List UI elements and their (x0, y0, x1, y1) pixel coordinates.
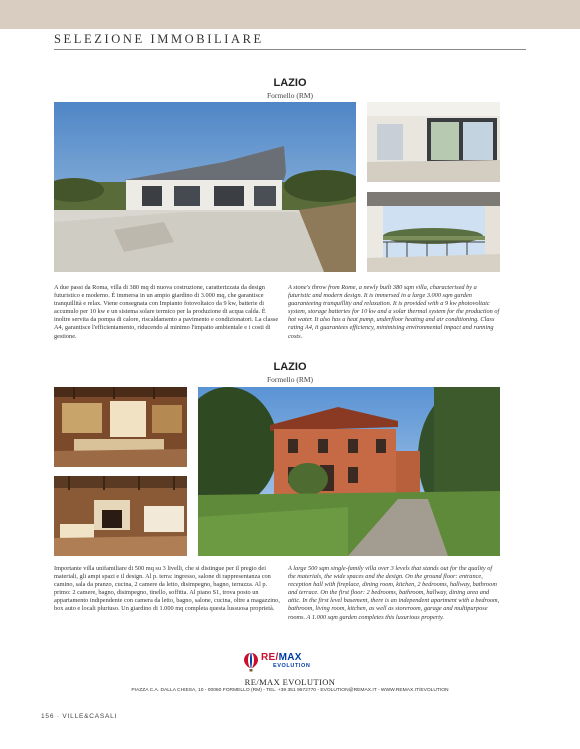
agency-contact: PIAZZA C.A. DALLA CHIESA, 10 - 00060 FORMELLO (RM) - TEL. +39 351 9672770 - EVOLUTION@REMAX.IT - WWW.REMAX.IT/EVOLUTION (131, 688, 449, 693)
remax-logo (243, 652, 333, 672)
listing-2-photo-kitchen (54, 387, 187, 467)
listing-1-region: LAZIO (273, 77, 307, 89)
listing-2-photo-villa (198, 387, 500, 556)
listing-1-photo-terrace (367, 192, 500, 272)
hot-air-balloon-icon (243, 652, 259, 672)
remax-wordmark-re: RE/ (261, 652, 279, 663)
listing-2-town: Formello (RM) (266, 375, 314, 384)
remax-wordmark-max: MAX (278, 652, 302, 663)
listing-2-description-en: A large 500 sqm single-family villa over 3 levels that stands out for the quality of the materials, the wide spaces and the design. On the ground floor: entrance, reception hall with fireplace, dining room, kitchen, 2 bedrooms, hallway, bathroom and terrace. On the first floor: 2 bedrooms, bathroom, hallway, dining area and attic. In the first level basement, there is an independent apartment with a bedroom, bathroom, living room, kitchen, as well as storeroom, garage and multipurpose rooms. A 1.000 sqm garden completes this luxurious property. (288, 565, 500, 621)
page-footer: 156 · VILLE&CASALI (41, 713, 118, 720)
listing-1-photo-exterior (54, 102, 356, 272)
listing-2-description-it: Importante villa unifamiliare di 500 mq su 3 livelli, che si distingue per il pregio dei materiali, gli ampi spazi e il design. Al p. terra: ingresso, salone di rappresentanza con camino, sala da pranzo, cucina, 2 camere da letto, disimpegno, bagno, terrazza. Al p. primo: 2 camere, bagno, disimpegno, tinello, soffitta. Al piano S1, trova posto un appartamento indipendente con camera da letto, bagno, salone, cucina, oltre a magazzino, box auto e locali pluriuso. Un giardino di 1.000 mq completa questa lussuosa proprietà. (54, 565, 280, 613)
remax-logo-subtitle: EVOLUTION (273, 663, 311, 669)
listing-1-photo-interior (367, 102, 500, 182)
listing-2-photo-living (54, 476, 187, 556)
listing-1-description-it: A due passi da Roma, villa di 380 mq di nuova costruzione, caratterizzata da design futuristico e moderno. È immersa in un ampio giardino di 3.000 mq, che garantisce tranquillità e relax. Viene consegnata con Impianto fotovoltaico da 9 kw, batterie di accumulo per 10 kw e un sistema solare termico per la produzione di acqua calda. È inoltre servita da pompa di calore, riscaldamento a pavimento e condizionatori. La classe A4, garantisce l'efficientamento, riducendo al minimo l'impatto ambientale e i costi di gestione. (54, 284, 279, 340)
listing-1-description-en: A stone's throw from Rome, a newly built 380 sqm villa, characterised by a futuristic and modern design. It is immersed in a large 3.000 sqm garden guaranteeing tranquillity and relaxation. It is provided with a 9 kw photovoltaic system, storage batteries for 10 kw and a solar thermal system for the production of hot water. It also has a heat pump, underfloor heating and air conditioning. Class rating A4, it guarantees efficiency, minimising environmental impact and running costs. (288, 284, 500, 340)
top-band (0, 0, 580, 29)
remax-wordmark (261, 652, 302, 663)
agency-name: RE/MAX EVOLUTION (244, 677, 336, 687)
listing-2-region: LAZIO (273, 361, 307, 373)
listing-1-town: Formello (RM) (266, 91, 314, 100)
section-title: SELEZIONE IMMOBILIARE (54, 32, 264, 46)
title-divider (54, 49, 526, 50)
